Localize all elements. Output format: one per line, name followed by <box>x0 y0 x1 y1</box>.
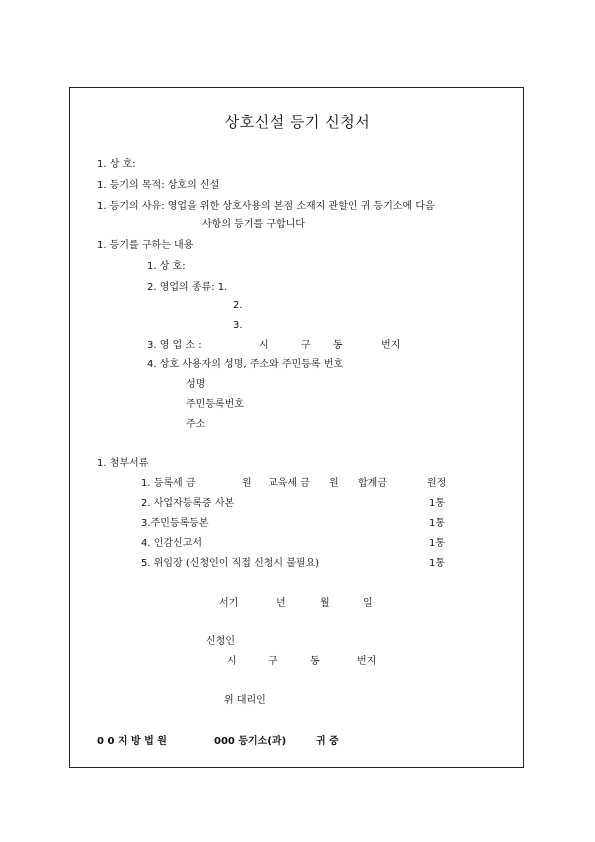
footer-honorific: 귀 중 <box>316 736 339 747</box>
content-office-beonji: 번지 <box>381 340 401 351</box>
footer-court: 0 0 지 방 법 원 <box>97 736 167 747</box>
applicant-agent: 위 대리인 <box>224 695 266 706</box>
fee-total: 합계금 <box>358 478 387 489</box>
attachment-item-count: 1통 <box>429 558 446 569</box>
date-year: 년 <box>276 598 286 609</box>
content-office-gu: 구 <box>301 340 311 351</box>
attachment-item-label: 5. 위임장 (신청인이 직접 신청시 불필요) <box>141 558 320 569</box>
item-purpose: 1. 등기의 목적: 상호의 신설 <box>97 180 220 191</box>
applicant-dong: 동 <box>310 656 320 667</box>
item-reason-line1: 1. 등기의 사유: 영업을 위한 상호사용의 본점 소재지 관할인 귀 등기소에 다음 <box>97 201 435 212</box>
fee-won-1: 원 <box>242 478 252 489</box>
applicant-beonji: 번지 <box>357 656 377 667</box>
applicant-label: 신청인 <box>206 636 235 647</box>
fee-edu-tax: 교육세 금 <box>268 478 310 489</box>
date-month: 월 <box>320 598 330 609</box>
fee-won-3: 원정 <box>427 478 447 489</box>
attachment-item-count: 1통 <box>429 518 446 529</box>
content-office-si: 시 <box>259 340 269 351</box>
content-business-type-2: 2. <box>233 300 243 311</box>
footer-registry: 000 등기소(과) <box>214 736 287 747</box>
content-office-label: 3. 영 업 소 : <box>147 340 202 351</box>
content-office-dong: 동 <box>333 340 343 351</box>
attachment-item-count: 1통 <box>429 498 446 509</box>
attachment-item-label: 4. 인감신고서 <box>141 538 203 549</box>
content-user-name: 성명 <box>186 379 206 390</box>
content-business-type: 2. 영업의 종류: 1. <box>147 282 228 293</box>
document-title: 상호신설 등기 신청서 <box>224 113 371 131</box>
item-trade-name: 1. 상 호: <box>97 159 136 170</box>
fee-reg-tax: 1. 등록세 금 <box>141 478 196 489</box>
date-era: 서기 <box>219 598 239 609</box>
item-reason-line2: 사항의 등기를 구합니다 <box>202 219 305 230</box>
content-user-rrn: 주민등록번호 <box>186 399 244 410</box>
attachment-item-label: 3.주민등록등본 <box>141 518 209 529</box>
applicant-gu: 구 <box>268 656 278 667</box>
attachments-heading: 1. 첨부서류 <box>97 458 149 469</box>
date-day: 일 <box>363 598 373 609</box>
attachment-item-label: 2. 사업자등록증 사본 <box>141 498 235 509</box>
content-trade-name: 1. 상 호: <box>147 261 186 272</box>
content-user-address: 주소 <box>186 419 206 430</box>
content-business-type-3: 3. <box>233 320 243 331</box>
content-heading: 1. 등기를 구하는 내용 <box>97 240 194 251</box>
applicant-si: 시 <box>227 656 237 667</box>
content-user-heading: 4. 상호 사용자의 성명, 주소와 주민등록 번호 <box>147 359 344 370</box>
fee-won-2: 원 <box>329 478 339 489</box>
attachment-item-count: 1통 <box>429 538 446 549</box>
